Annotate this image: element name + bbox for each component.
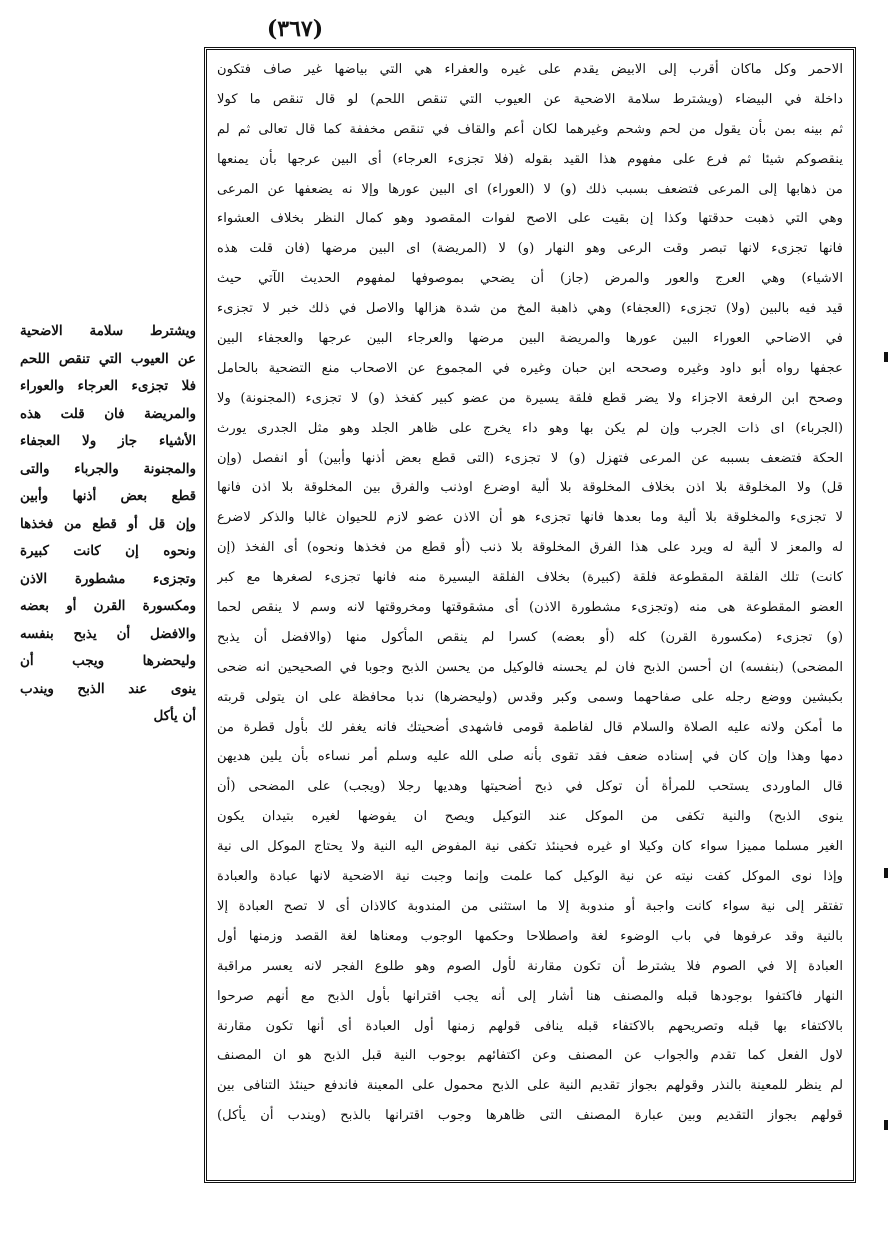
page-number: (٣٦٧) bbox=[266, 16, 324, 42]
margin-text-line: عن العيوب التي تنقص اللحم bbox=[20, 350, 196, 367]
main-text-line: (الجرباء) اى ذات الجرب وإن لم يكن بها وهو داء يخرج على ظاهر الجلد وهو مثل الجدرى يورث bbox=[217, 420, 843, 436]
margin-matn-text bbox=[20, 318, 196, 731]
main-text-line: لاول الفعل كما تقدم والجواب عن المصنف وعن اكتفائهم بوجوب النية قبل الذبح هو ان المصنف bbox=[217, 1048, 843, 1064]
main-text-line: (و) تجزىء (مكسورة القرن) كله (أو بعضه) كسرا لم ينقص المأكول منها (والافضل أن يذبح bbox=[217, 629, 843, 645]
main-text-line: النهار فاكتفوا بوجودها قبله والمصنف هنا أشار إلى أنه يجب اقترانها بأول الذبح مع أنهم صرحوا bbox=[217, 988, 843, 1004]
main-text-line: قال الماوردى يستحب للمرأة أن توكل في ذبح أضحيتها وهديها رجلا (ويجب) على المضحى (أن bbox=[217, 779, 843, 795]
margin-text-line: والمريضة فان قلت هذه bbox=[20, 405, 196, 422]
main-text-line: بالاكتفاء بها قبله وتصريحهم بالاكتفاء قبله ينافى قولهم زمنها أول العبادة أى أنها تكون مقارنة bbox=[217, 1018, 843, 1034]
main-text-line: دمها وهذا وإن كان في إسناده ضعف فقد تقوى بأنه صلى الله عليه وسلم أمر نساءه بأن يلين هديهن bbox=[217, 749, 843, 765]
main-text-line: لم ينظر للمعينة بالنذر وقولهم بجواز تقديم النية على الذبح محمول على المعينة فاندفع حينئذ التنافى بين bbox=[217, 1078, 843, 1094]
margin-text-line: والافضل أن يذبح بنفسه bbox=[20, 625, 196, 642]
main-text-line: بالنية وقد عرفوها في باب الوضوء لغة واصطلاحا وحكمها الوجوب ومعناها لغة القصد وزمنها أول bbox=[217, 928, 843, 944]
main-text-line: له والمعز لا ألية له ويرد على هذا الفرق المخلوقة بلا ذنب (أو قطع من فخذها ونحوه) أى الفخذ (إن bbox=[217, 540, 843, 556]
main-text-line: قيد فيه بالبين (ولا) تجزىء (العجفاء) وهي ذاهبة المخ من شدة هزالها والاصل في ذلك خبر لا تجزىء bbox=[217, 301, 843, 317]
main-text-line: داخلة في البيضاء (ويشترط سلامة الاضحية عن العيوب التي تنقص اللحم) لو قال تنقص ما كولا bbox=[217, 91, 843, 107]
main-text-line: ثم بينه بمن بأن يقول من لحم وشحم وغيرهما لكان أعم والقاف في تنقص مخففة كما قال تعالى ثم لم bbox=[217, 121, 843, 137]
margin-text-line: ومكسورة القرن أو بعضه bbox=[20, 598, 196, 614]
main-text-line: فانها تجزىء لانها تبصر وقت الرعى وهو النهار (و) لا (المريضة) اى البين مرضها (فان قلت هذه bbox=[217, 241, 843, 257]
main-text-line: الحكة فتضعف بسببه عن المرعى فتهزل (و) لا تجزىء (التى قطع بعض أذنها وأبين) أو انفصل (وإن bbox=[217, 450, 843, 466]
main-text-line: المضحى) (بنفسه) ان أحسن الذبح فان لم يحسنه فالوكيل من يحسن الذبح وجوبا في الصحيحين انه ضحى bbox=[217, 659, 843, 675]
main-text-line: وهي التي ذهبت حدقتها وكذا إن بقيت على الاصح لفوات المقصود وهو كمال النظر بخلاف العشواء bbox=[217, 211, 843, 227]
page-edge-mark bbox=[884, 1120, 888, 1130]
main-text-line: بكبشين ووضع رجله على صفاحهما وسمى وكبر وقدس (وليحضرها) ندبا محافظة على ان يتولى قربته bbox=[217, 689, 843, 705]
main-text-line: كانت) تلك الفلقة المقطوعة فلقة (كبيرة) بخلاف الفلقة اليسيرة منه فانها تجزىء لصغرها مع كبر bbox=[217, 570, 843, 586]
margin-text-line: ونحوه إن كانت كبيرة bbox=[20, 543, 196, 559]
main-text-line: لا تجزىء والمخلوقة بلا ألية وما بعدها فانها تجزىء هو أن الاذن عضو لازم للحيوان غالبا والذكر لاضرع bbox=[217, 510, 843, 526]
main-text-line: ينوى الذبح) والنية تكفى من الموكل عند التوكيل ويصح ان يفوضها لغيره بتيدان يكون bbox=[217, 809, 843, 825]
margin-text-line: فلا تجزىء العرجاء والعوراء bbox=[20, 378, 196, 394]
main-text-line: العبادة إلا في الصوم فلا يشترط أن تكون مقارنة لأول الصوم وهو طلوع الفجر لانه يعسر مراقبة bbox=[217, 958, 843, 974]
margin-text-line: قطع بعض أذنها وأبين bbox=[20, 488, 196, 504]
margin-text-line: وإن قل أو قطع من فخذها bbox=[20, 515, 196, 532]
main-text-line: من ذهابها إلى المرعى فتضعف بسبب ذلك (و) لا (العوراء) اى البين عورها وإلا نه يضعفها عن المرعى bbox=[217, 181, 843, 197]
margin-text-line: وتجزىء مشطورة الاذن bbox=[20, 570, 196, 587]
main-text-line: قل) ولا المخلوقة بلا اذن بخلاف المخلوقة بلا ألية اوضرع اوذنب والفرق بين المخلوقة بلا اذن فانها bbox=[217, 480, 843, 496]
page-edge-mark bbox=[884, 868, 888, 878]
main-text-line: العضو المقطوعة هى منه (وتجزىء مشطورة الاذن) أى مشقوقتها ومخروقتها لانه وسم لا ينقص لحما bbox=[217, 600, 843, 616]
main-text-line: ينقصوكم شيئا ثم فرع على مفهوم هذا القيد بقوله (فلا تجزىء العرجاء) أى البين عرجها بأن يمنعها bbox=[217, 151, 843, 167]
main-text-line: في الاضاحي العوراء البين عورها والمريضة البين مرضها والعرجاء البين عرجها والعجفاء البين bbox=[217, 331, 843, 347]
margin-text-line: والمجنونة والجرباء والتى bbox=[20, 460, 196, 477]
margin-text-line: ينوى عند الذبح ويندب bbox=[20, 680, 196, 697]
main-text-line bbox=[217, 1131, 843, 1161]
main-text-line: وإذا نوى الموكل كفت نيته عن نية الوكيل كما علمت وإنما وجبت نية الاضحية لانها عبادة والعبادة bbox=[217, 869, 843, 885]
main-text-line: ما أمكن ولانه عليه الصلاة والسلام قال لفاطمة قومى فاشهدى أضحيتك فانه يغفر لك بأول قطرة من bbox=[217, 719, 843, 735]
margin-text-line: وليحضرها ويجب أن bbox=[20, 653, 196, 669]
main-text-line: تفتقر إلى نية سواء كانت واجبة أو مندوبة إلا ما استثنى من المندوبة كالاذان أى لا تصح العبادة إلا bbox=[217, 898, 843, 914]
main-text-line: قولهم بجواز التقديم وبين عبارة المصنف التى ظاهرها وجوب اقترانها بالذبح (ويندب أن يأكل) bbox=[217, 1108, 843, 1124]
main-text-line: الاحمر وكل ماكان أقرب إلى الابيض يقدم على غيره والعفراء هي التي بياضها غير صاف فتكون bbox=[217, 62, 843, 77]
main-text-line: الغير مسلما مميزا سواء كان وكيلا او غيره فحينئذ تكفى نية المفوض اليه النية ولا يحتاج الموكل الى نية bbox=[217, 839, 843, 855]
page-edge-mark bbox=[884, 352, 888, 362]
margin-text-line: ويشترط سلامة الاضحية bbox=[20, 323, 196, 339]
margin-text-line: الأشياء جاز ولا العجفاء bbox=[20, 433, 196, 449]
main-text-body bbox=[217, 55, 843, 1161]
main-text-line: وصحح ابن الرفعة الاجزاء ولا يضر قطع فلقة يسيرة من عضو كبير كفخذ (و) لا تجزىء (المجنونة) ولا bbox=[217, 390, 843, 406]
main-text-line: الاشياء) وهي العرج والعور والمرض (جاز) أن يضحي بموصوفها لمفهوم الحديث الآتي حيث bbox=[217, 271, 843, 287]
main-text-line: عجفها رواه أبو داود وغيره وصححه ابن حبان وغيره في المجموع عن الاصحاب منع التضحية بالحامل bbox=[217, 360, 843, 376]
margin-text-line: أن يأكل bbox=[153, 708, 196, 724]
